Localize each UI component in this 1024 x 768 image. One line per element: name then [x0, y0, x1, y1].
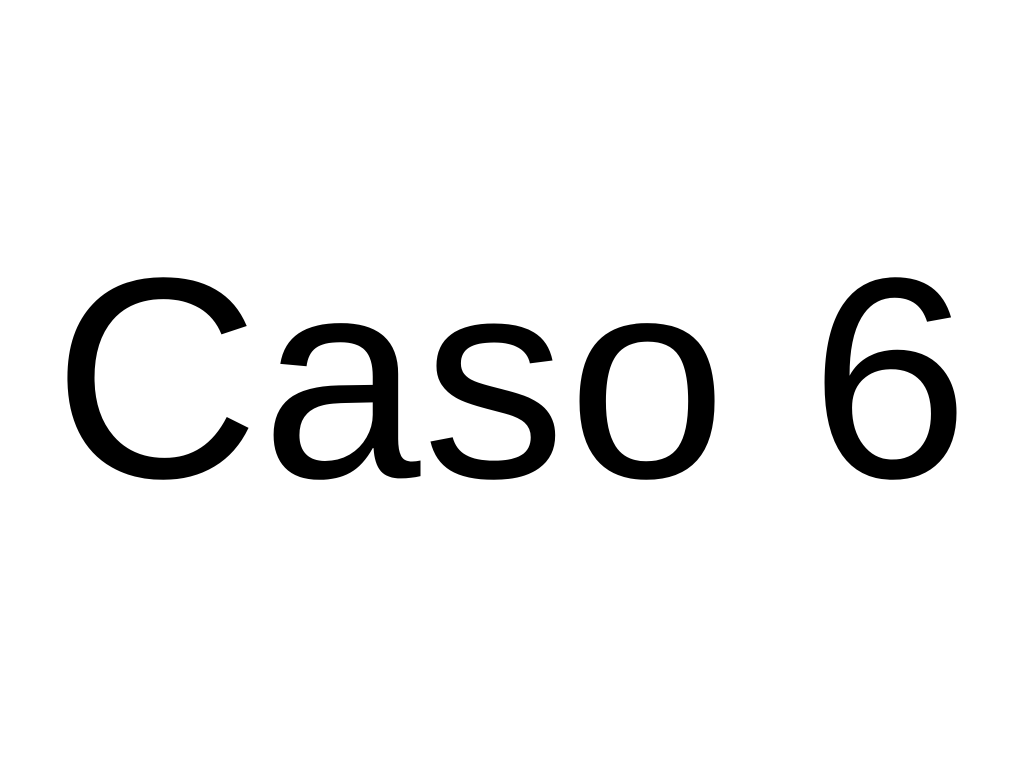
slide-title: Caso 6 [52, 218, 972, 538]
